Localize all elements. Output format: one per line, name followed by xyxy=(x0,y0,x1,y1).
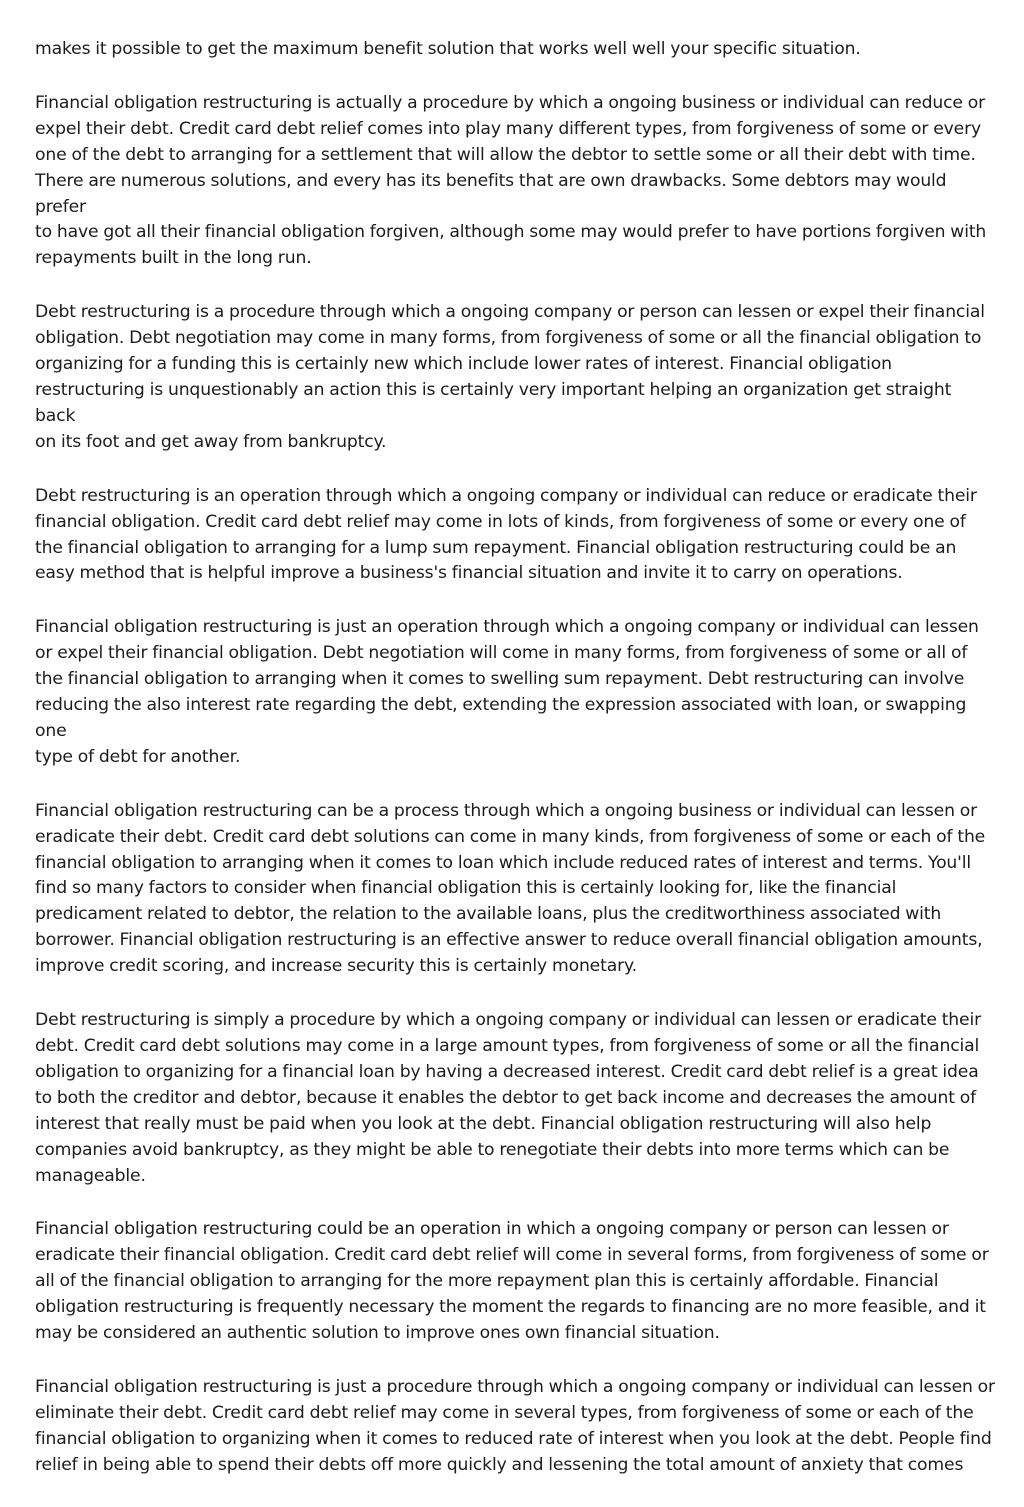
paragraph-8: Financial obligation restructuring could be an operation in which a ongoing company or person can lessen or eradicate their financial obligation. Credit card debt relief will come in several forms, from forgiveness of some or all of the financial obligation to arranging for the more repayment plan this is certainly affordable. Financial obligation restructuring is frequently necessary the moment the regards to financing are no more feasible, and it may be considered an authentic solution to improve ones own financial situation. xyxy=(35,1219,989,1344)
paragraph-9: Financial obligation restructuring is just a procedure through which a ongoing company or individual can lessen or eliminate their debt. Credit card debt relief may come in several types, from forgiveness of some or each of the financial obligation to organizing when it comes to reduced rate of interest when you look at the debt. People find relief in being able to spend their debts off more quickly and lessening the total amount of anxiety that comes xyxy=(35,1376,995,1475)
paragraph-3: Debt restructuring is a procedure through which a ongoing company or person can lessen or expel their financial obligation. Debt negotiation may come in many forms, from forgiveness of some or all the financial obligation to organizing for a funding this is certainly new which include lower rates of interest. Financial obligation restructuring is unquestionably an action this is certainly very important helping an organization get straight back on its foot and get away from bankruptcy. xyxy=(35,302,985,452)
paragraph-2: Financial obligation restructuring is actually a procedure by which a ongoing business or individual can reduce or expel their debt. Credit card debt relief comes into play many different types, from forgiveness of some or every one of the debt to arranging for a settlement that will allow the debtor to settle some or all their debt with time. There are numerous solutions, and every has its benefits that are own drawbacks. Some debtors may would prefer to have got all their financial obligation forgiven, although some may would prefer to have portions forgiven with repayments built in the long run. xyxy=(35,92,987,269)
paragraph-4: Debt restructuring is an operation through which a ongoing company or individual can reduce or eradicate their financial obligation. Credit card debt relief may come in lots of kinds, from forgiveness of some or every one of the financial obligation to arranging for a lump sum repayment. Financial obligation restructuring could be an easy method that is helpful improve a business's financial situation and invite it to carry on operations. xyxy=(35,485,977,584)
paragraph-1: makes it possible to get the maximum benefit solution that works well well your specific situation. xyxy=(35,39,861,59)
paragraph-7: Debt restructuring is simply a procedure by which a ongoing company or individual can lessen or eradicate their debt. Credit card debt solutions may come in a large amount types, from forgiveness of some or all the financial obligation to organizing for a financial loan by having a decreased interest. Credit card debt relief is a great idea to both the creditor and debtor, because it enables the debtor to get back income and decreases the amount of interest that really must be paid when you look at the debt. Financial obligation restructuring will also help companies avoid bankruptcy, as they might be able to renegotiate their debts into more terms which can be manageable. xyxy=(35,1010,982,1186)
paragraph-6: Financial obligation restructuring can be a process through which a ongoing business or individual can lessen or eradicate their debt. Credit card debt solutions can come in many kinds, from forgiveness of some or each of the financial obligation to arranging when it comes to loan which include reduced rates of interest and terms. You'll find so many factors to consider when financial obligation this is certainly looking for, like the financial predicament related to debtor, the relation to the available loans, plus the creditworthiness associated with borrower. Financial obligation restructuring is an effective answer to reduce overall financial obligation amounts, improve credit scoring, and increase security this is certainly monetary. xyxy=(35,800,986,977)
document-page xyxy=(35,37,995,1507)
paragraph-5: Financial obligation restructuring is just an operation through which a ongoing company or individual can lessen or expel their financial obligation. Debt negotiation will come in many forms, from forgiveness of some or all of the financial obligation to arranging when it comes to swelling sum repayment. Debt restructuring can involve reducing the also interest rate regarding the debt, extending the expression associated with loan, or swapping one type of debt for another. xyxy=(35,617,979,767)
